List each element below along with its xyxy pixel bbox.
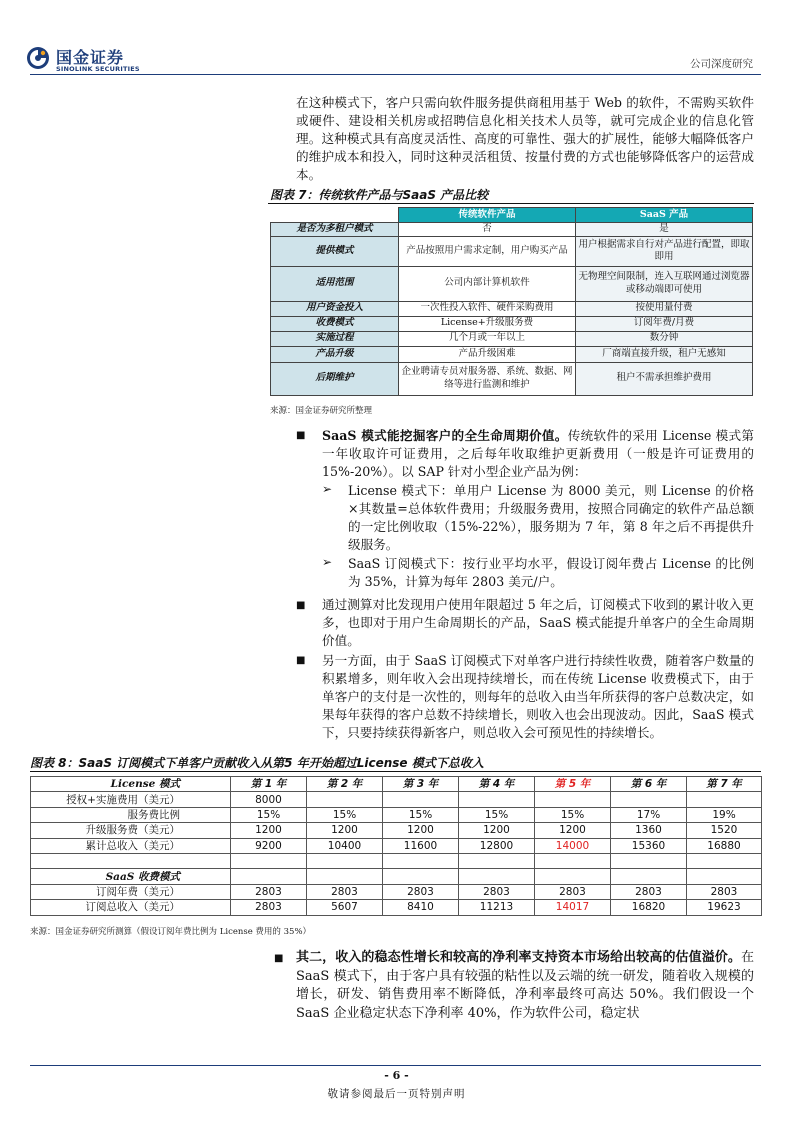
table8-cell <box>687 792 762 807</box>
year-header: 第 6 年 <box>611 777 687 792</box>
table7-row-label: 适用范围 <box>271 266 399 301</box>
table7-cell: 订阅年费/月费 <box>576 316 753 331</box>
spacer-cell <box>687 853 762 868</box>
table8-cell: 1520 <box>687 823 762 838</box>
sub-bullet-1: License 模式下：单用户 License 为 8000 美元，则 License 的价格×其数量=总体软件费用；升级服务费用，按照合同确定的软件产品总额的一定比例收取（15%-22%），服务期为 7 年，第 8 年之后不再提供升级服务。 <box>348 483 754 552</box>
table7-cell: 是 <box>576 223 753 237</box>
table7-header-saas: SaaS 产品 <box>576 208 753 223</box>
table7-corner <box>271 208 399 223</box>
table8-cell: 16820 <box>611 900 687 915</box>
year-header: 第 3 年 <box>383 777 459 792</box>
table8-cell: 19% <box>687 807 762 822</box>
spacer-cell <box>307 853 383 868</box>
table7-rule <box>268 203 754 204</box>
table8-cell <box>459 792 535 807</box>
table7-cell: License+升级服务费 <box>399 316 576 331</box>
bullet-marker: ■ <box>274 953 284 964</box>
table7-cell: 按使用量付费 <box>576 301 753 316</box>
spacer-cell <box>611 869 687 884</box>
table8-cell-highlight: 14017 <box>535 900 611 915</box>
spacer-cell <box>535 853 611 868</box>
table8-cell: 1360 <box>611 823 687 838</box>
table7-cell: 几个月或一年以上 <box>399 331 576 346</box>
revenue-table <box>30 776 762 916</box>
bullet-marker: ■ <box>296 600 306 611</box>
table8-cell: 2803 <box>687 884 762 899</box>
table8-cell: 15% <box>231 807 307 822</box>
page-number: - 6 - <box>384 1069 409 1082</box>
table8-cell: 19623 <box>687 900 762 915</box>
spacer-cell <box>231 853 307 868</box>
table8-cell <box>307 792 383 807</box>
table7-title: 图表 7：传统软件产品与SaaS 产品比较 <box>270 188 489 202</box>
table8-cell <box>611 792 687 807</box>
arrow-icon: ➢ <box>322 555 333 569</box>
bullet-2: 通过测算对比发现用户使用年限超过 5 年之后，订阅模式下收到的累计收入更多，也即对于用户生命周期长的产品，SaaS 模式能提升单客户的全生命周期价值。 <box>322 597 754 648</box>
table8-cell: 1200 <box>231 823 307 838</box>
table7-cell: 厂商端直接升级，租户无感知 <box>576 346 753 362</box>
logo-cn-text: 国金证券 <box>56 48 125 67</box>
license-mode-header: License 模式 <box>31 777 231 792</box>
table8-cell: 16880 <box>687 838 762 853</box>
final-text: 在 SaaS 模式下，由于客户具有较强的粘性以及云端的统一研发，随着收入规模的增长，研发、销售费用率不断降低，净利率最终可高达 50%。我们假设一个 SaaS 企业稳定状态下净利率 40%，作为软件公司，稳定状 <box>296 950 754 1021</box>
table8-cell <box>535 792 611 807</box>
table8-cell: 11213 <box>459 900 535 915</box>
table8-cell: 2803 <box>307 884 383 899</box>
bullet-1-text: 传统软件的采用 License 模式第一年收取许可证费用，之后每年收取维护更新费用（一般是许可证费用的 15%-20%）。以 SAP 针对小型企业产品为例： <box>322 428 754 479</box>
table8-cell: 2803 <box>231 884 307 899</box>
table8-row-label: 订阅总收入（美元） <box>31 900 231 915</box>
table7-row-label: 收费模式 <box>271 316 399 331</box>
year-header-highlight: 第 5 年 <box>535 777 611 792</box>
table8-cell: 2803 <box>535 884 611 899</box>
table7-source: 来源：国金证券研究所整理 <box>270 406 373 416</box>
table7-cell: 无物理空间限制，连入互联网通过浏览器或移动端即可使用 <box>576 266 753 301</box>
footer-divider <box>30 1065 761 1066</box>
table8-cell: 12800 <box>459 838 535 853</box>
table7-cell: 产品升级困难 <box>399 346 576 362</box>
sub-bullet-2: SaaS 订阅模式下：按行业平均水平，假设订阅年费占 License 的比例为 35%，计算为每年 2803 美元/户。 <box>348 556 754 589</box>
table7-cell: 企业聘请专员对服务器、系统、数据、网络等进行监测和维护 <box>399 362 576 395</box>
company-logo <box>26 44 166 76</box>
table7-cell: 产品按照用户需求定制，用户购买产品 <box>399 236 576 266</box>
table8-cell: 5607 <box>307 900 383 915</box>
table7-row-label: 实施过程 <box>271 331 399 346</box>
table8-row-label: 升级服务费（美元） <box>31 823 231 838</box>
table8-cell: 2803 <box>231 900 307 915</box>
year-header: 第 2 年 <box>307 777 383 792</box>
table8-cell: 2803 <box>383 884 459 899</box>
spacer-cell <box>459 853 535 868</box>
table8-cell: 15360 <box>611 838 687 853</box>
spacer-cell <box>383 853 459 868</box>
spacer-cell <box>307 869 383 884</box>
bullet-marker: ■ <box>296 655 306 666</box>
bullet-1 <box>322 427 754 481</box>
table8-title: 图表 8：SaaS 订阅模式下单客户贡献收入从第5 年开始超过License 模式下总收入 <box>30 756 484 770</box>
spacer-cell <box>31 853 231 868</box>
bullet-marker: ■ <box>296 430 306 441</box>
year-header: 第 4 年 <box>459 777 535 792</box>
table8-cell: 8000 <box>231 792 307 807</box>
table7-cell: 一次性投入软件、硬件采购费用 <box>399 301 576 316</box>
logo-en-text: SINOLINK SECURITIES <box>56 65 140 73</box>
table8-source: 来源：国金证券研究所测算（假设订阅年费比例为 License 费用的 35%） <box>30 927 312 937</box>
intro-paragraph: 在这种模式下，客户只需向软件服务提供商租用基于 Web 的软件，不需购买软件或硬件、建设相关机房或招聘信息化相关技术人员等，就可完成企业的信息化管理。这种模式具有高度灵活性、高度的可靠性、强大的扩展性，能够大幅降低客户的维护成本和投入，同时这种灵活租赁、按量付费的方式也能够降低客户的运营成本。 <box>296 95 754 182</box>
table7-row-label: 用户资金投入 <box>271 301 399 316</box>
table7-cell: 数分钟 <box>576 331 753 346</box>
table8-cell: 15% <box>535 807 611 822</box>
logo-mark-icon <box>26 46 50 70</box>
final-bold: 其二，收入的稳态性增长和较高的净利率支持资本市场给出较高的估值溢价。 <box>296 950 741 965</box>
table8-cell: 2803 <box>611 884 687 899</box>
table8-cell: 1200 <box>307 823 383 838</box>
spacer-cell <box>231 869 307 884</box>
table8-cell: 17% <box>611 807 687 822</box>
spacer-cell <box>687 869 762 884</box>
table7-cell: 公司内部计算机软件 <box>399 266 576 301</box>
table7-cell: 租户不需承担维护费用 <box>576 362 753 395</box>
table8-cell-highlight: 14000 <box>535 838 611 853</box>
table8-cell: 9200 <box>231 838 307 853</box>
table8-cell: 1200 <box>535 823 611 838</box>
table7-header-traditional: 传统软件产品 <box>399 208 576 223</box>
table7-cell: 否 <box>399 223 576 237</box>
spacer-cell <box>459 869 535 884</box>
table8-row-label: 服务费比例 <box>31 807 231 822</box>
table8-cell: 15% <box>459 807 535 822</box>
table7-row-label: 提供模式 <box>271 236 399 266</box>
saas-mode-header: SaaS 收费模式 <box>31 869 231 884</box>
table8-cell: 11600 <box>383 838 459 853</box>
table7-cell: 用户根据需求自行对产品进行配置，即取即用 <box>576 236 753 266</box>
table8-cell: 15% <box>383 807 459 822</box>
disclaimer: 敬请参阅最后一页特别声明 <box>327 1088 466 1100</box>
comparison-table <box>270 207 753 396</box>
bullet-1-bold: SaaS 模式能挖掘客户的全生命周期价值。 <box>322 428 568 443</box>
table8-cell: 1200 <box>459 823 535 838</box>
report-type: 公司深度研究 <box>690 58 753 70</box>
table8-row-label: 授权+实施费用（美元） <box>31 792 231 807</box>
table8-cell: 15% <box>307 807 383 822</box>
spacer-cell <box>535 869 611 884</box>
year-header: 第 7 年 <box>687 777 762 792</box>
header-divider <box>30 74 761 75</box>
bullet-3: 另一方面，由于 SaaS 订阅模式下对单客户进行持续性收费，随着客户数量的积累增多，则年收入会出现持续增长，而在传统 License 收费模式下，由于单客户的支付是一次性的，则每年的总收入由当年所获得的客户总数决定，如果每年获得的客户总数不持续增长，则收入也会出现波动。因此，SaaS 模式下，只要持续获得新客户，则总收入会可预见性的持续增长。 <box>322 653 754 740</box>
final-paragraph <box>296 949 754 1023</box>
table8-cell <box>383 792 459 807</box>
year-header: 第 1 年 <box>231 777 307 792</box>
table8-row-label: 订阅年费（美元） <box>31 884 231 899</box>
table8-cell: 10400 <box>307 838 383 853</box>
table7-row-label: 后期维护 <box>271 362 399 395</box>
arrow-icon: ➢ <box>322 482 333 496</box>
table7-row-label: 产品升级 <box>271 346 399 362</box>
table8-cell: 2803 <box>459 884 535 899</box>
spacer-cell <box>383 869 459 884</box>
table8-cell: 1200 <box>383 823 459 838</box>
table8-rule <box>30 771 761 772</box>
table8-cell: 8410 <box>383 900 459 915</box>
table8-row-label: 累计总收入（美元） <box>31 838 231 853</box>
table7-row-label: 是否为多租户模式 <box>271 223 399 237</box>
spacer-cell <box>611 853 687 868</box>
